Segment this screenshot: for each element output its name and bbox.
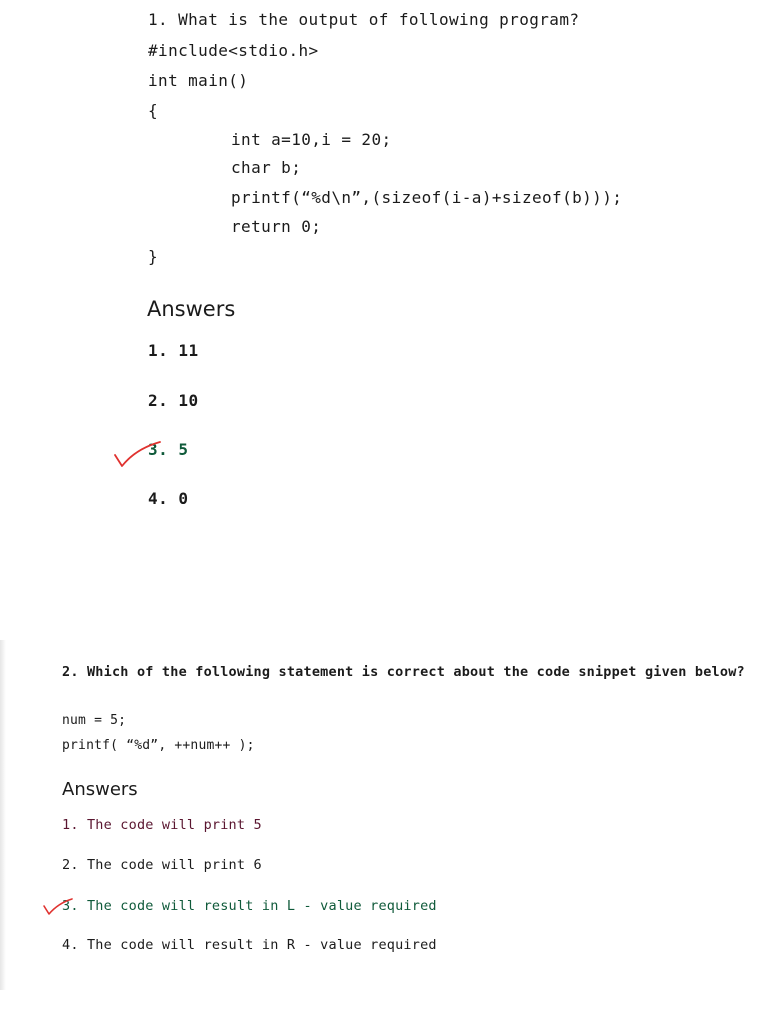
answer-option-correct: 3. The code will result in L - value required [62,898,437,914]
code-line: return 0; [231,217,322,236]
check-mark-icon [42,897,76,917]
question-1-title: 1. What is the output of following program? [148,10,580,29]
answer-option: 1. 11 [148,341,199,360]
code-line: { [148,101,159,120]
code-line: int main() [148,71,249,90]
answers-heading: Answers [147,297,236,321]
check-mark-icon [112,440,166,470]
answer-option: 2. The code will print 6 [62,857,262,873]
answer-option: 4. 0 [148,489,189,508]
code-line: printf(“%d\n”,(sizeof(i-a)+sizeof(b))); [231,188,623,207]
code-line: num = 5; [62,713,127,728]
question-2-title: 2. Which of the following statement is correct about the code snippet given below? [62,664,745,680]
code-line: printf( “%d”, ++num++ ); [62,738,255,753]
answer-option: 1. The code will print 5 [62,817,262,833]
page-edge-shadow [0,640,6,990]
answer-option: 4. The code will result in R - value required [62,937,437,953]
code-line: } [148,247,159,266]
code-line: int a=10,i = 20; [231,130,392,149]
answer-option: 2. 10 [148,391,199,410]
code-line: char b; [231,158,302,177]
answers-heading: Answers [62,779,138,800]
answer-option-correct: 3. 5 [148,440,189,459]
code-line: #include<stdio.h> [148,41,319,60]
